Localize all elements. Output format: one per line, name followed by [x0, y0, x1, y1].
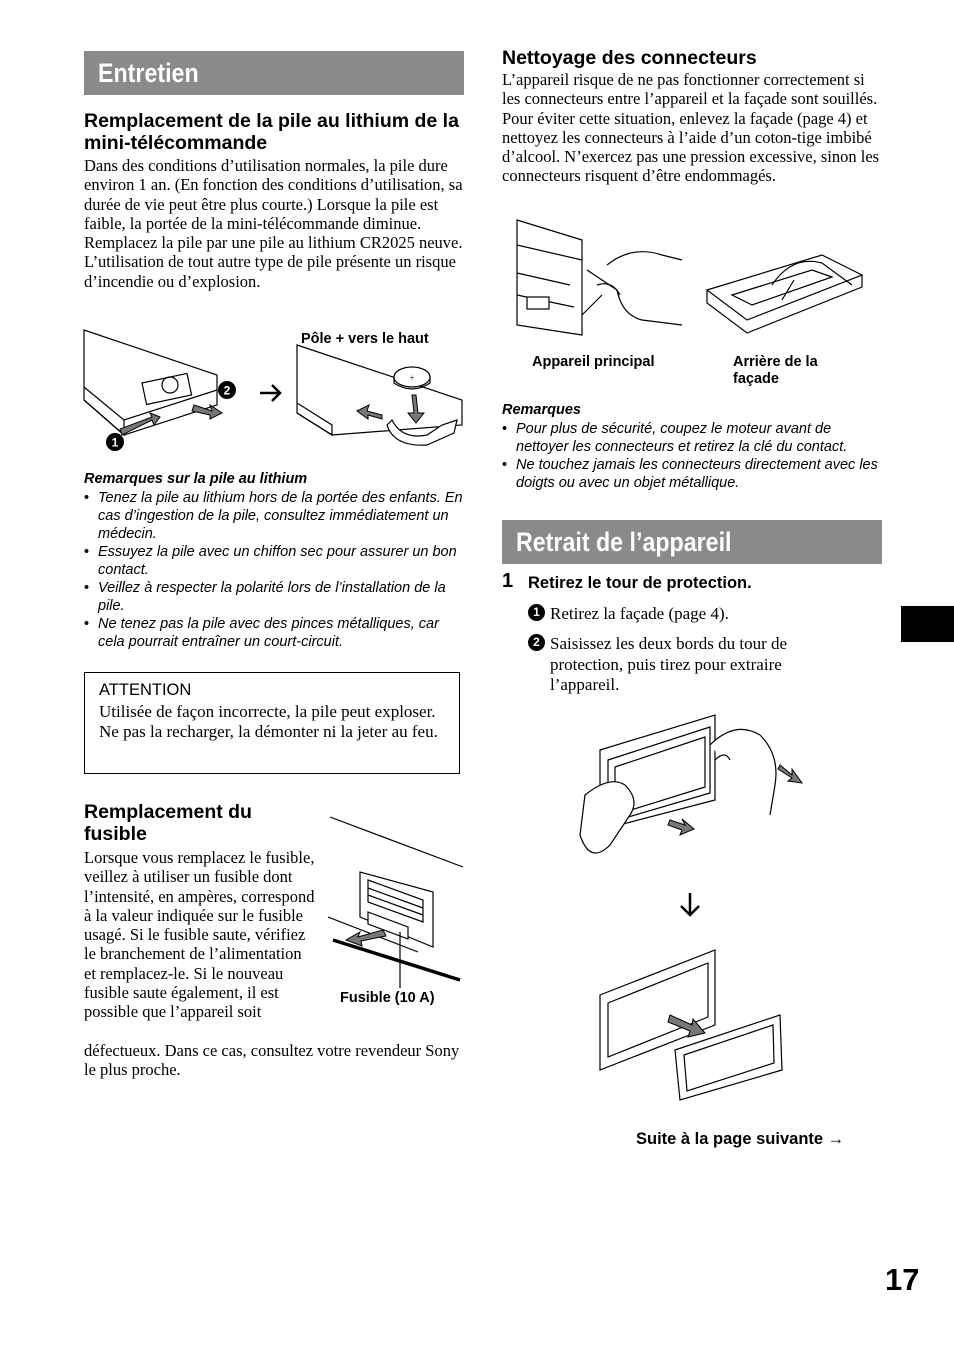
lithium-notes-list — [84, 489, 464, 651]
fuse-body: Lorsque vous remplacez le fusible, veillez à utiliser un fusible dont l’intensité, en ampères, correspond à la valeur indiquée sur le fusible usagé. Si le fusible saute, vérifiez le branchement de l’alimentation et remplacez-le. Si le nouveau fusible saute également, il est possible que l’appareil soit — [84, 848, 315, 1022]
label-main-unit: Appareil principal — [532, 354, 655, 370]
continued-note: Suite à la page suivante → — [636, 1130, 845, 1148]
lithium-notes-title: Remarques sur la pile au lithium — [84, 471, 308, 487]
connector-cleaning-figure — [512, 215, 882, 345]
substep-2-marker: 2 — [528, 634, 545, 652]
connectors-heading: Nettoyage des connecteurs — [502, 47, 757, 69]
battery-plus-mark: + — [409, 373, 415, 383]
fuse-heading: Remplacement du fusible — [84, 801, 252, 845]
substep-1-text: Retirez la façade (page 4). — [550, 604, 729, 623]
list-item: • Ne touchez jamais les connecteurs directement avec les doigts ou avec un objet métallique. — [502, 456, 882, 492]
fuse-figure — [328, 812, 468, 992]
chapter-tab — [901, 606, 954, 642]
attention-body: Utilisée de façon incorrecte, la pile peut exploser. Ne pas la recharger, la démonter ni la jeter au feu. — [99, 702, 438, 741]
substep-2-text: Saisissez les deux bords du tour de protection, puis tirez pour extraire l’appareil. — [550, 634, 788, 694]
arrow-down-icon — [681, 893, 699, 915]
connectors-body: L’appareil risque de ne pas fonctionner correctement si les connecteurs entre l’appareil et la façade sont souillés. Pour éviter cette situation, enlevez la façade (page 4) et nettoyez les connecteurs à l’aide d’un coton-tige imbibé d’alcool. N’exercez pas une pression excessive, sinon les connecteurs risquent d’être endommagés. — [502, 70, 880, 186]
remarks-list — [502, 420, 882, 492]
label-faceplate-rear: Arrière de la façade — [733, 354, 818, 387]
attention-title: ATTENTION — [99, 681, 192, 699]
remarks-title: Remarques — [502, 402, 581, 418]
fuse-figure-label: Fusible (10 A) — [340, 990, 435, 1006]
battery-heading: Remplacement de la pile au lithium de la mini-télécommande — [84, 110, 459, 154]
banner-title: Entretien — [98, 58, 199, 88]
list-item: • Pour plus de sécurité, coupez le moteur avant de nettoyer les connecteurs et retirez la clé du contact. — [502, 420, 882, 456]
list-item: • Essuyez la pile avec un chiffon sec pour assurer un bon contact. — [84, 543, 464, 579]
list-item: • Ne tenez pas la pile avec des pinces métalliques, car cela pourrait entraîner un court-circuit. — [84, 615, 464, 651]
battery-replacement-figure — [82, 325, 467, 465]
battery-figure-label: Pôle + vers le haut — [301, 331, 429, 347]
attention-box — [84, 672, 460, 774]
step-2-marker: 2 — [223, 383, 231, 398]
battery-body: Dans des conditions d’utilisation normales, la pile dure environ 1 an. (En fonction des conditions d’utilisation, sa durée de vie peut être plus courte.) Lorsque la pile est faible, la portée de la mini-télécommande diminue. Remplacez la pile par une pile au lithium CR2025 neuve. L’utilisation de tout autre type de pile présente un risque d’incendie ou d’explosion. — [84, 156, 463, 291]
section-banner-entretien — [84, 51, 464, 95]
arrow-right-icon — [260, 385, 280, 401]
page-number: 17 — [885, 1262, 920, 1297]
step-title: Retirez le tour de protection. — [528, 574, 752, 592]
list-item: • Tenez la pile au lithium hors de la portée des enfants. En cas d’ingestion de la pile, consultez immédiatement un médecin. — [84, 489, 464, 543]
protection-collar-removal-figure — [570, 705, 810, 1105]
list-item: • Veillez à respecter la polarité lors de l’installation de la pile. — [84, 579, 464, 615]
substep-1-marker: 1 — [528, 604, 545, 622]
step-1-marker: 1 — [111, 435, 119, 450]
fuse-body-tail: défectueux. Dans ce cas, consultez votre revendeur Sony le plus proche. — [84, 1041, 460, 1080]
section-banner-retrait — [502, 520, 882, 564]
banner-title: Retrait de l’appareil — [516, 527, 732, 557]
step-number: 1 — [502, 570, 514, 592]
